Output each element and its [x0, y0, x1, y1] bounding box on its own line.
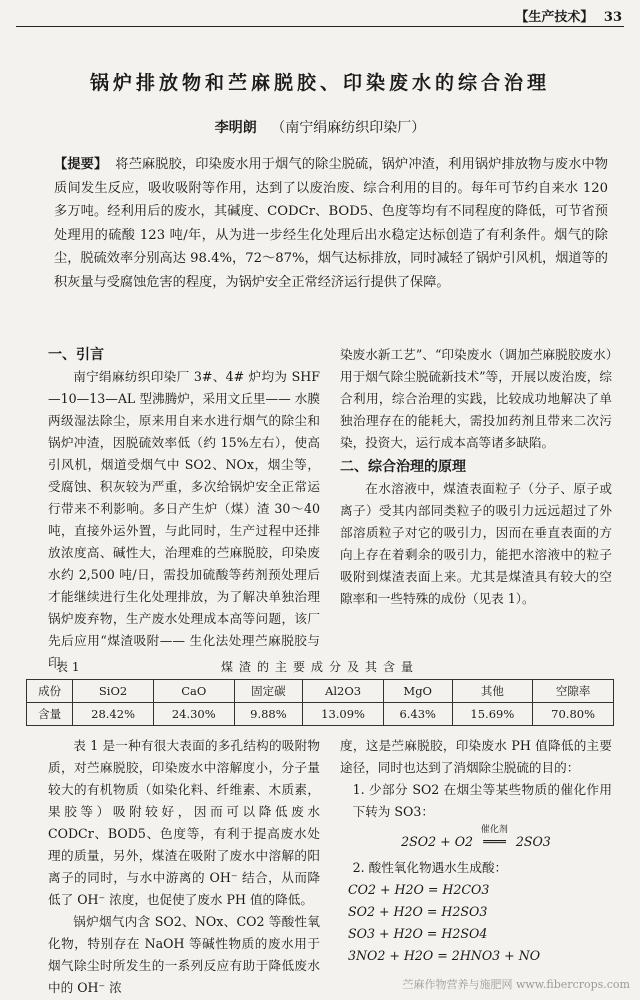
equation-line: SO2 + H2O = H2SO3	[348, 904, 488, 919]
section-heading-intro: 一、引言	[48, 347, 104, 363]
equation-line: 3NO2 + H2O = 2HNO3 + NO	[348, 948, 541, 963]
table-header-cell: Al2O3	[303, 680, 384, 703]
catalytic-equation	[340, 825, 612, 853]
table-header-cell: CaO	[153, 680, 234, 703]
reaction-intro-paragraph: 度，这是苎麻脱胶，印染废水 PH 值降低的主要途径，同时也达到了消烟除尘脱硫的目的：	[340, 738, 612, 775]
author-affiliation: （南宁绢麻纺织印染厂）	[271, 120, 426, 136]
table-label: 表 1	[56, 660, 80, 674]
bottom-right-column	[340, 735, 612, 967]
table-cell: 6.43%	[383, 703, 452, 726]
table-header-cell: MgO	[383, 680, 452, 703]
reaction-arrow: 催化剂 ═══	[477, 831, 512, 853]
equation-line: SO3 + H2O = H2SO4	[348, 926, 488, 941]
equation-line: CO2 + H2O = H2CO3	[348, 882, 490, 897]
equation-right: 2SO3	[515, 834, 551, 849]
table-caption: 煤渣的主要成分及其含量	[220, 660, 419, 674]
page-number: 33	[603, 10, 622, 25]
reaction-item-2: 2. 酸性氧化物遇水生成酸：	[352, 860, 508, 875]
flue-gas-paragraph: 锅炉烟气内含 SO2、NOx、CO2 等酸性氧化物，特别存在 NaOH 等碱性物质的废水用于烟气除尘时所发生的一系列反应有助于降低废水中的 OH⁻ 浓	[48, 914, 320, 995]
right-column	[340, 344, 612, 610]
table-header-cell: 固定碳	[234, 680, 303, 703]
table-row-label: 含量	[27, 703, 73, 726]
table-cell: 28.42%	[73, 703, 154, 726]
table-row	[27, 703, 614, 726]
table-header-row	[27, 680, 614, 703]
table-header-cell: 其他	[452, 680, 533, 703]
adsorption-paragraph: 表 1 是一种有很大表面的多孔结构的吸附物质，对苎麻脱胶，印染废水中溶解度小，分子量较大的有机物质（如染化料、纤维素、木质素，果胶等）吸附较好，因而可以降低废水 CODCr、BOD5、色度等，有利于提高废水处理的质量，另外，煤渣在吸附了废水中溶解的阳离子的同时，与水中游离的 OH⁻ 结合，从而降低了 OH⁻ 浓度，也促使了废水 PH 值的降低。	[48, 738, 320, 907]
table-cell: 15.69%	[452, 703, 533, 726]
principle-paragraph: 在水溶液中，煤渣表面粒子（分子、原子或离子）受其内部同类粒子的吸引力远远超过了外部溶质粒子对它的吸引力，因而在垂直表面的方向上存在着剩余的吸引力，能把水溶液中的粒子吸附到煤渣表面上来。尤其是煤渣具有较大的空隙率和一些特殊的成份（见表 1）。	[340, 481, 612, 606]
abstract	[54, 153, 608, 295]
page-header	[515, 6, 622, 25]
article-title: 锅炉排放物和苎麻脱胶、印染废水的综合治理	[89, 72, 550, 94]
header-rule	[16, 26, 624, 27]
watermark: 苎麻作物营养与施肥网 www.fibercrops.com	[402, 978, 630, 991]
table-cell: 70.80%	[533, 703, 614, 726]
composition-table	[26, 679, 614, 726]
author-name: 李明朗	[214, 120, 257, 136]
bottom-left-column	[48, 735, 320, 999]
table-cell: 9.88%	[234, 703, 303, 726]
equation-left: 2SO2 + O2	[401, 834, 474, 849]
table-cell: 24.30%	[153, 703, 234, 726]
abstract-label: 【提要】	[54, 157, 108, 172]
equation-list	[340, 879, 612, 967]
abstract-text: 将苎麻脱胶，印染废水用于烟气的除尘脱硫，锅炉冲渣，利用锅炉排放物与废水中物质间发生反应，吸收吸附等作用，达到了以废治废、综合利用的目的。每年可节约自来水 120 多万吨。经利用后的废水，其碱度、CODCr、BOD5、色度等均有不同程度的降低，可节省预处理用的硫酸 123 吨/年，从为进一步经生化处理后出水稳定达标创造了有利条件。烟气的除尘，脱硫效率分别高达 98.4%，72～87%，烟气达标排放，同时减轻了锅炉引风机，烟道等的积灰量与受腐蚀危害的程度，为锅炉安全正常经济运行提供了保障。	[54, 157, 608, 290]
author-line	[0, 117, 640, 137]
table-header-cell: 成份	[27, 680, 73, 703]
reaction-item-1: 1. 少部分 SO2 在烟尘等某些物质的催化作用下转为 SO3：	[352, 782, 612, 819]
catalyst-label: 催化剂	[480, 825, 508, 835]
table-header-cell: 空隙率	[533, 680, 614, 703]
section-label: 【生产技术】	[515, 10, 594, 25]
table-header-cell: SiO2	[73, 680, 154, 703]
intro-continued-paragraph: 染废水新工艺”、“印染废水（调加苎麻脱胶废水）用于烟气除尘脱硫新技术”等，开展以废治废，综合利用，综合治理的实践，比较成功地解决了单独治理存在的能耗大，需投加药剂且带来二次污染，投资大，运行成本高等诸多缺陷。	[340, 347, 612, 450]
table-cell: 13.09%	[303, 703, 384, 726]
section-heading-principle: 二、综合治理的原理	[340, 459, 466, 475]
intro-paragraph: 南宁绢麻纺织印染厂 3#、4# 炉均为 SHF—10—13—AL 型沸腾炉，采用文丘里—— 水膜两级湿法除尘，原来用自来水进行烟气的除尘和锅炉冲渣，因脱硫效率低（约 15%左右），使高引风机，烟道受烟气中 SO2、NOx，烟尘等，受腐蚀、积灰较为严重，多次给锅炉安全正常运行带来不利影响。多日产生炉（煤）渣 30～40 吨，直接外运外置，与此同时，生产过程中还排放浓度高、碱性大，治理难的苎麻脱胶，印染废水约 2,500 吨/日，需投加硫酸等药剂预处理后才能继续进行生化处理排放，为了解决单独治理锅炉废弃物，生产废水处理成本高等问题，该厂先后应用“煤渣吸附—— 生化法处理苎麻脱胶与印	[48, 369, 320, 670]
left-column	[48, 344, 320, 674]
